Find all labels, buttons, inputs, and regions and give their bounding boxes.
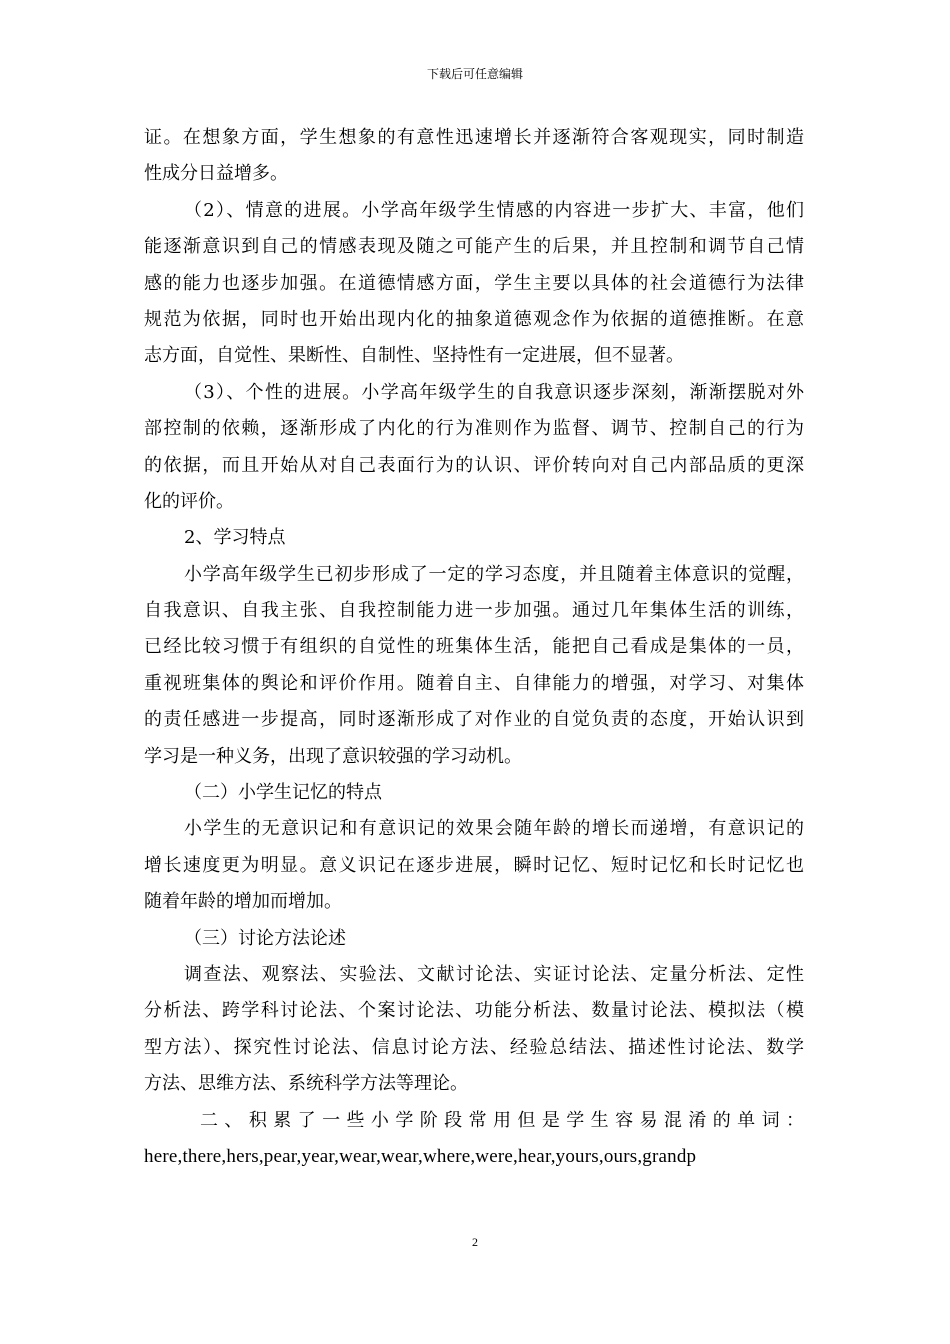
document-body [144,120,804,1175]
section-heading: 二、积累了一些小学阶段常用但是学生容易混淆的单词： [200,1109,804,1131]
section-heading: （三）讨论方法论述 [184,927,346,949]
body-line: 增长速度更为明显。意义识记在逐步进展，瞬时记忆、短时记忆和长时记忆也 [144,854,804,876]
body-line: 学习是一种义务，出现了意识较强的学习动机。 [144,745,522,767]
paragraph-first-line: （3）、个性的进展。小学高年级学生的自我意识逐步深刻，渐渐摆脱对外 [184,381,804,403]
body-line: 规范为依据，同时也开始出现内化的抽象道德观念作为依据的道德推断。在意 [144,308,804,330]
body-line: 性成分日益增多。 [144,163,288,185]
paragraph-first-line: 小学高年级学生已初步形成了一定的学习态度，并且随着主体意识的觉醒， [184,563,804,585]
body-line: 感的能力也逐步加强。在道德情感方面，学生主要以具体的社会道德行为法律 [144,272,804,294]
body-line: 部控制的依赖，逐渐形成了内化的行为准则作为监督、调节、控制自己的行为 [144,418,804,440]
body-line: 的依据，而且开始从对自己表面行为的认识、评价转向对自己内部品质的更深 [144,454,804,476]
word-list-line: here,there,hers,pear,year,wear,wear,where,were,hear,yours,ours,grandp [144,1145,697,1167]
section-heading: （二）小学生记忆的特点 [184,782,382,804]
paragraph-first-line: 调查法、观察法、实验法、文献讨论法、实证讨论法、定量分析法、定性 [184,963,804,985]
body-line: 分析法、跨学科讨论法、个案讨论法、功能分析法、数量讨论法、模拟法（模 [144,1000,804,1022]
body-line: 化的评价。 [144,490,234,512]
page-header: 下载后可任意编辑 [426,67,523,81]
body-line: 志方面，自觉性、果断性、自制性、坚持性有一定进展，但不显著。 [144,345,684,367]
body-line: 已经比较习惯于有组织的自觉性的班集体生活，能把自己看成是集体的一员， [144,636,804,658]
paragraph-first-line: （2）、情意的进展。小学高年级学生情感的内容进一步扩大、丰富，他们 [184,199,804,221]
body-line: 重视班集体的舆论和评价作用。随着自主、自律能力的增强，对学习、对集体 [144,672,804,694]
body-line: 型方法）、探究性讨论法、信息讨论方法、经验总结法、描述性讨论法、数学 [144,1036,804,1058]
body-line: 的责任感进一步提高，同时逐渐形成了对作业的自觉负责的态度，开始认识到 [144,709,804,731]
body-line: 能逐渐意识到自己的情感表现及随之可能产生的后果，并且控制和调节自己情 [144,236,804,258]
section-heading: 2、学习特点 [184,527,286,549]
body-line: 证。在想象方面，学生想象的有意性迅速增长并逐渐符合客观现实，同时制造 [144,127,804,148]
paragraph-first-line: 小学生的无意识记和有意识记的效果会随年龄的增长而递增，有意识记的 [184,818,804,840]
body-line: 随着年龄的增加而增加。 [144,891,342,913]
body-line: 自我意识、自我主张、自我控制能力进一步加强。通过几年集体生活的训练， [144,600,804,622]
body-line: 方法、思维方法、系统科学方法等理论。 [144,1073,468,1095]
page-number: 2 [472,1235,478,1249]
